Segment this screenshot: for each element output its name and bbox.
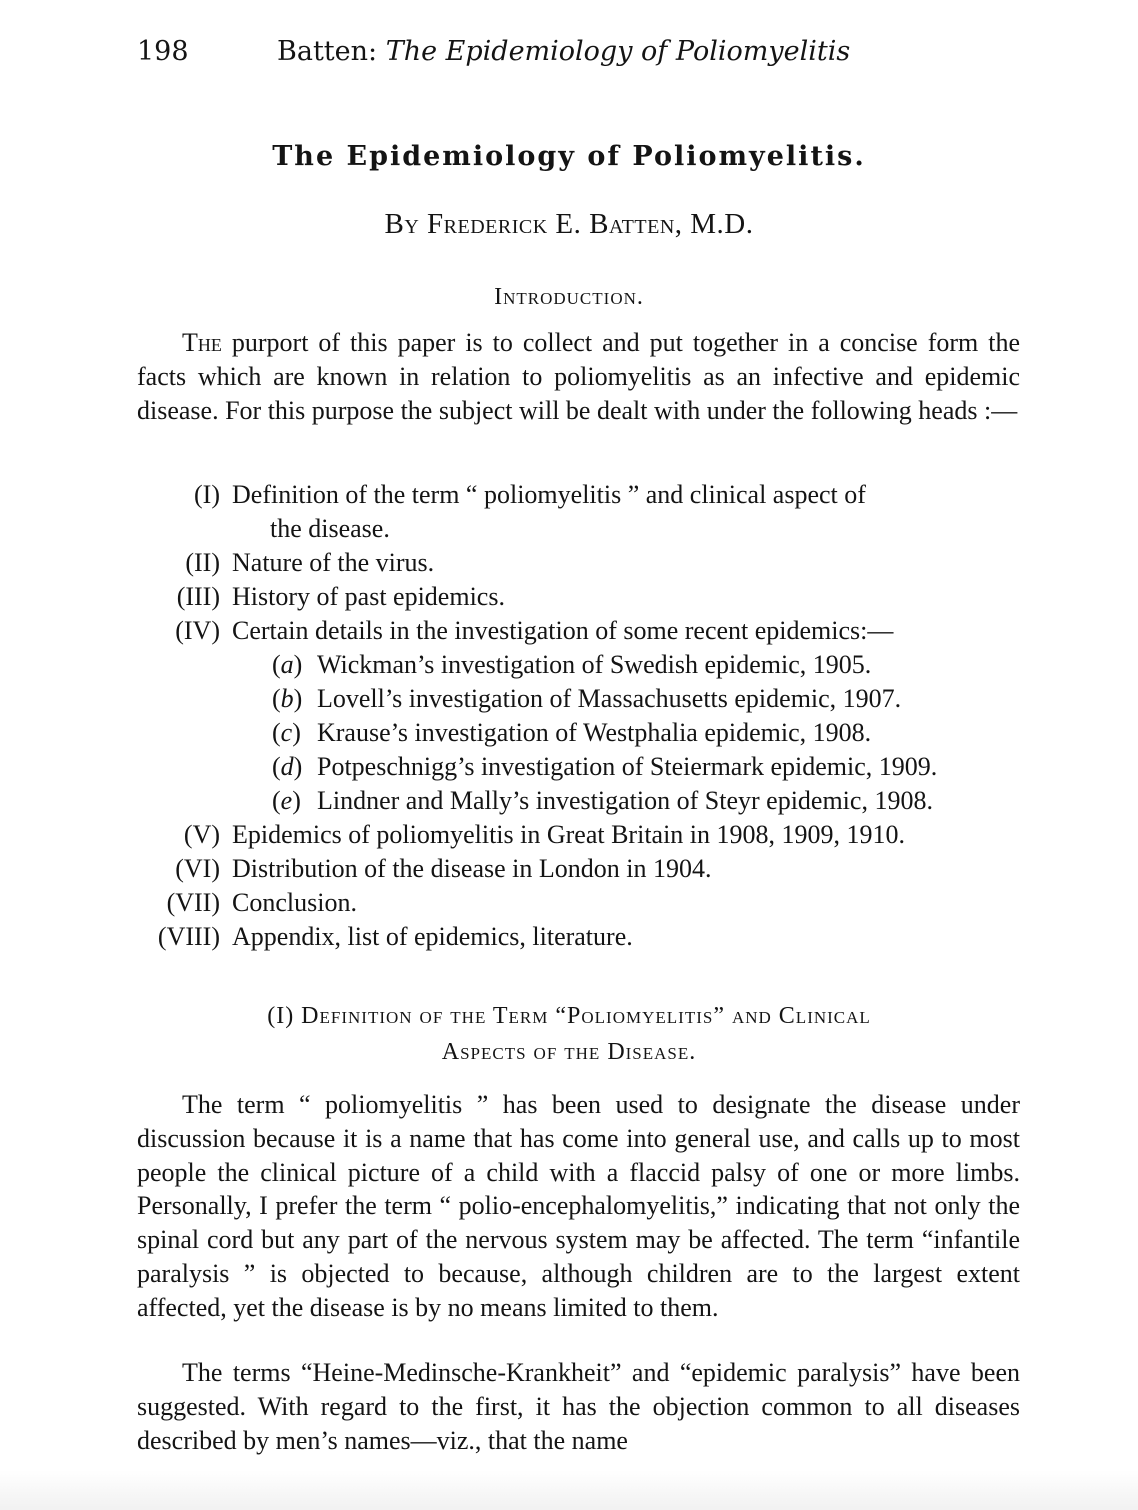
head-number: (VIII)	[157, 922, 220, 951]
section-1-paragraph-2: The terms “Heine-Medinsche-Krankheit” and “epidemic paralysis” have been suggested. With regard to the first, it has the objection common to all diseases described by men’s names—viz., that the name	[137, 1358, 1020, 1455]
head-item	[137, 546, 1020, 580]
subhead-item	[137, 750, 1020, 784]
head-text: Distribution of the disease in London in 1904.	[232, 854, 712, 883]
head-text-continuation: the disease.	[270, 514, 390, 543]
head-text: Definition of the term “ poliomyelitis ” and clinical aspect of	[232, 480, 866, 509]
heads-list	[137, 478, 1020, 954]
head-text: Lovell’s investigation of Massachusetts epidemic, 1907.	[317, 684, 902, 713]
head-item	[137, 614, 1020, 648]
article-byline	[0, 204, 1138, 244]
head-number: (VII)	[166, 888, 220, 917]
head-number: (II)	[185, 548, 220, 577]
head-text: Nature of the virus.	[232, 548, 435, 577]
subhead-item	[137, 648, 1020, 682]
scan-edge-shadow	[0, 1470, 1138, 1510]
head-item	[137, 478, 1020, 546]
head-number: (III)	[176, 582, 220, 611]
head-text: Potpeschnigg’s investigation of Steiermark epidemic, 1909.	[317, 752, 938, 781]
head-item	[137, 580, 1020, 614]
head-item	[137, 852, 1020, 886]
head-number: (IV)	[175, 616, 220, 645]
running-head-author: Batten:	[277, 36, 378, 67]
running-head-text	[277, 30, 850, 74]
head-text: Krause’s investigation of Westphalia epidemic, 1908.	[317, 718, 872, 747]
head-item	[137, 818, 1020, 852]
head-number: (a)	[272, 650, 303, 679]
running-head-title: The Epidemiology of Poliomyelitis	[385, 36, 851, 67]
head-item	[137, 886, 1020, 920]
subhead-item	[137, 716, 1020, 750]
article-title: The Epidemiology of Poliomyelitis.	[272, 141, 866, 172]
head-number: (I)	[194, 480, 220, 509]
head-text: Wickman’s investigation of Swedish epidemic, 1905.	[317, 650, 872, 679]
head-text: Lindner and Mally’s investigation of Steyr epidemic, 1908.	[317, 786, 933, 815]
section-1-heading-line-2: Aspects of the Disease.	[441, 1039, 697, 1065]
head-number: (V)	[183, 820, 220, 849]
section-1-heading	[0, 998, 1138, 1070]
head-number: (d)	[272, 752, 303, 781]
head-number: (b)	[272, 684, 303, 713]
section-1-paragraph-1: The term “ poliomyelitis ” has been used to designate the disease under discussion because it is a name that has come into general use, and calls up to most people the clinical picture of a child with a flaccid palsy of one or more limbs. Personally, I prefer the term “ polio-encephalomyelitis,” indicating that not only the spinal cord but any part of the nervous system may be affected. The term “infantile paralysis ” is objected to because, although children are to the largest extent affected, yet the disease is by no means limited to them.	[137, 1090, 1020, 1322]
subhead-item	[137, 682, 1020, 716]
byline-text: By Frederick E. Batten, M.D.	[384, 208, 754, 240]
head-text: Appendix, list of epidemics, literature.	[232, 922, 633, 951]
running-head	[137, 30, 1017, 74]
head-number: (e)	[272, 786, 301, 815]
head-number: (VI)	[175, 854, 220, 883]
head-text: Epidemics of poliomyelitis in Great Britain in 1908, 1909, 1910.	[232, 820, 906, 849]
introduction-paragraph	[137, 326, 1020, 427]
subhead-item	[137, 784, 1020, 818]
head-text: History of past epidemics.	[232, 582, 505, 611]
lead-word: The	[182, 328, 222, 357]
section-1-heading-line-1: (I) Definition of the Term “Poliomyelitis” and Clinical	[267, 1003, 871, 1029]
head-text: Conclusion.	[232, 888, 357, 917]
head-text: Certain details in the investigation of some recent epidemics:—	[232, 616, 894, 645]
head-item	[137, 920, 1020, 954]
introduction-heading: Introduction.	[494, 284, 644, 310]
page-number: 198	[137, 36, 189, 67]
introduction-text: purport of this paper is to collect and put together in a concise form the facts which are known in relation to poliomyelitis as an infective and epidemic disease. For this purpose the subject will be dealt with under the following heads :—	[137, 328, 1020, 425]
head-number: (c)	[272, 718, 301, 747]
